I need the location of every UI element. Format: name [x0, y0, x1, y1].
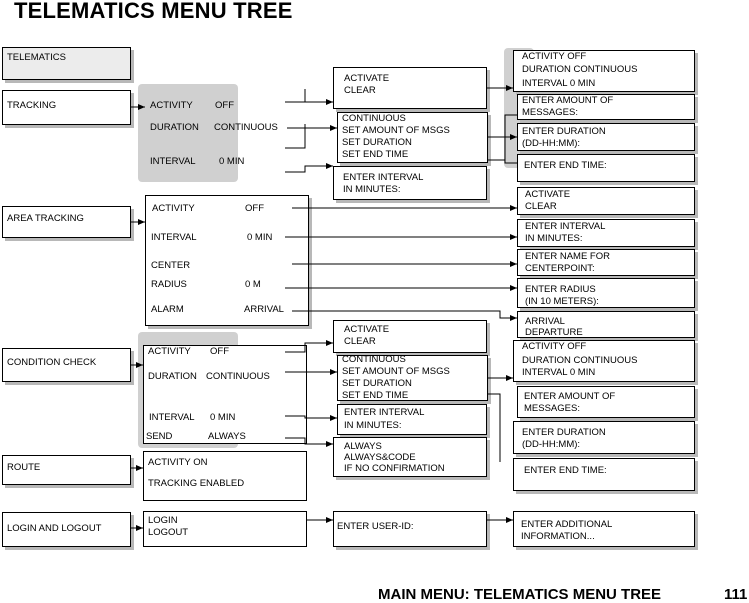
area-interval-label: INTERVAL: [151, 232, 197, 243]
condition-status-box[interactable]: [513, 340, 695, 382]
tracking-interval-prompt: IN MINUTES:: [343, 184, 401, 195]
tracking-activity-value: OFF: [215, 100, 234, 111]
condition-interval-entry[interactable]: [337, 404, 487, 435]
tracking-interval-entry[interactable]: [333, 166, 487, 200]
additional-info-prompt: ENTER ADDITIONAL: [521, 519, 613, 530]
condition-send-opt: ALWAYS&CODE: [344, 452, 416, 463]
route-settings-box[interactable]: [143, 451, 307, 501]
tracking-activate-options[interactable]: [333, 67, 487, 109]
menu-condition-check[interactable]: [2, 348, 131, 382]
area-settings-box[interactable]: [145, 195, 309, 326]
tracking-duration-options[interactable]: [337, 112, 488, 163]
menu-login-logout[interactable]: [2, 512, 131, 547]
tracking-endtime-prompt: ENTER END TIME:: [524, 160, 607, 171]
footer-section: MAIN MENU: TELEMATICS MENU TREE: [378, 586, 662, 603]
condition-send-value: ALWAYS: [208, 431, 246, 442]
condition-duration-entry[interactable]: [513, 421, 695, 454]
tracking-duration-prompt: ENTER DURATION: [522, 126, 606, 137]
menu-area-tracking-label: AREA TRACKING: [7, 213, 84, 224]
condition-send-options[interactable]: [333, 437, 487, 477]
tracking-amount-entry[interactable]: [517, 94, 695, 120]
condition-send-opt: ALWAYS: [344, 441, 382, 452]
tracking-clear: CLEAR: [344, 85, 376, 96]
menu-condition-check-label: CONDITION CHECK: [7, 357, 97, 368]
tracking-dur-opt: SET END TIME: [342, 149, 409, 160]
tracking-dur-opt: SET AMOUNT OF MSGS: [342, 125, 450, 136]
condition-interval-value: 0 MIN: [210, 412, 236, 423]
condition-activate: ACTIVATE: [344, 324, 390, 335]
area-interval-entry[interactable]: [517, 219, 695, 247]
condition-endtime-prompt: ENTER END TIME:: [524, 465, 607, 476]
condition-duration-prompt: ENTER DURATION: [522, 427, 606, 438]
area-center-label: CENTER: [151, 260, 191, 271]
condition-activity-value: OFF: [210, 346, 229, 357]
tracking-duration-entry[interactable]: [517, 123, 695, 151]
area-center-entry[interactable]: [517, 249, 695, 276]
area-activate-options[interactable]: [517, 187, 695, 215]
area-activate: ACTIVATE: [525, 189, 571, 200]
condition-duration-prompt: (DD-HH:MM):: [522, 439, 581, 450]
additional-info-prompt: INFORMATION...: [521, 531, 595, 542]
condition-status-line: INTERVAL 0 MIN: [522, 367, 596, 378]
condition-activity-label: ACTIVITY: [148, 346, 191, 357]
condition-amount-entry[interactable]: [517, 386, 695, 418]
tracking-dur-opt: CONTINUOUS: [342, 113, 406, 124]
condition-amount-prompt: MESSAGES:: [524, 403, 580, 414]
condition-settings-box[interactable]: [143, 345, 307, 444]
tracking-endtime-entry[interactable]: [517, 154, 695, 182]
condition-activate-options[interactable]: [333, 320, 487, 353]
area-radius-prompt: ENTER RADIUS: [525, 284, 596, 295]
condition-interval-prompt: ENTER INTERVAL: [344, 407, 425, 418]
area-center-prompt: CENTERPOINT:: [525, 263, 595, 274]
condition-dur-opt: SET AMOUNT OF MSGS: [342, 366, 450, 377]
tracking-dur-opt: SET DURATION: [342, 137, 412, 148]
route-tracking: TRACKING ENABLED: [148, 478, 245, 489]
login-option: LOGIN: [148, 515, 178, 526]
area-interval-prompt: IN MINUTES:: [525, 233, 583, 244]
area-interval-prompt: ENTER INTERVAL: [525, 221, 606, 232]
condition-duration-label: DURATION: [148, 371, 197, 382]
menu-telematics-label: TELEMATICS: [7, 52, 66, 63]
user-id-entry[interactable]: [333, 511, 487, 547]
condition-duration-value: CONTINUOUS: [206, 371, 270, 382]
tracking-status-line: DURATION CONTINUOUS: [522, 64, 638, 75]
tracking-status-line: INTERVAL 0 MIN: [522, 78, 596, 89]
tracking-interval-prompt: ENTER INTERVAL: [343, 172, 424, 183]
area-alarm-opt: ARRIVAL: [525, 316, 565, 327]
tracking-activity-label: ACTIVITY: [150, 100, 193, 111]
condition-status-line: ACTIVITY OFF: [522, 341, 587, 352]
condition-amount-prompt: ENTER AMOUNT OF: [524, 391, 616, 402]
tracking-status-box[interactable]: [513, 50, 695, 92]
area-alarm-label: ALARM: [151, 304, 184, 315]
menu-route-label: ROUTE: [7, 462, 41, 473]
tracking-amount-prompt: ENTER AMOUNT OF: [522, 95, 614, 106]
condition-interval-label: INTERVAL: [149, 412, 195, 423]
condition-status-line: DURATION CONTINUOUS: [522, 355, 638, 366]
tracking-amount-prompt: MESSAGES:: [522, 107, 578, 118]
tracking-duration-value: CONTINUOUS: [214, 122, 278, 133]
area-activity-value: OFF: [245, 203, 264, 214]
condition-send-label: SEND: [146, 431, 173, 442]
logout-option: LOGOUT: [148, 527, 189, 538]
area-interval-value: 0 MIN: [247, 232, 273, 243]
condition-dur-opt: SET END TIME: [342, 390, 409, 401]
additional-info-entry[interactable]: [513, 511, 695, 547]
area-activity-label: ACTIVITY: [152, 203, 195, 214]
menu-area-tracking[interactable]: [2, 206, 131, 238]
area-center-prompt: ENTER NAME FOR: [525, 251, 610, 262]
menu-login-logout-label: LOGIN AND LOGOUT: [7, 523, 102, 534]
condition-dur-opt: CONTINUOUS: [342, 354, 406, 365]
page-title: TELEMATICS MENU TREE: [14, 0, 293, 23]
area-alarm-value: ARRIVAL: [244, 304, 284, 315]
area-radius-prompt: (IN 10 METERS):: [525, 296, 599, 307]
condition-duration-options[interactable]: [337, 355, 488, 401]
area-radius-entry[interactable]: [517, 278, 695, 308]
condition-dur-opt: SET DURATION: [342, 378, 412, 389]
tracking-activate: ACTIVATE: [344, 73, 390, 84]
area-radius-label: RADIUS: [151, 279, 187, 290]
condition-interval-prompt: IN MINUTES:: [344, 420, 402, 431]
menu-telematics[interactable]: [2, 47, 131, 80]
tracking-interval-value: 0 MIN: [219, 156, 245, 167]
tracking-status-line: ACTIVITY OFF: [522, 51, 587, 62]
area-radius-value: 0 M: [245, 279, 261, 290]
area-clear: CLEAR: [525, 201, 557, 212]
menu-tracking[interactable]: [2, 90, 131, 125]
tracking-duration-prompt: (DD-HH:MM):: [522, 138, 581, 149]
login-options-box[interactable]: [143, 511, 307, 547]
area-alarm-options[interactable]: [517, 311, 695, 338]
page-number: 111: [724, 586, 748, 603]
user-id-prompt: ENTER USER-ID:: [337, 521, 414, 532]
tracking-settings-box[interactable]: [145, 86, 303, 174]
route-activity: ACTIVITY ON: [148, 457, 208, 468]
tracking-interval-label: INTERVAL: [150, 156, 196, 167]
menu-tracking-label: TRACKING: [7, 100, 57, 111]
tracking-duration-label: DURATION: [150, 122, 199, 133]
condition-endtime-entry[interactable]: [513, 458, 695, 491]
condition-send-opt: IF NO CONFIRMATION: [344, 463, 445, 474]
condition-clear: CLEAR: [344, 336, 376, 347]
menu-route[interactable]: [2, 455, 131, 485]
area-alarm-opt: DEPARTURE: [525, 327, 583, 338]
